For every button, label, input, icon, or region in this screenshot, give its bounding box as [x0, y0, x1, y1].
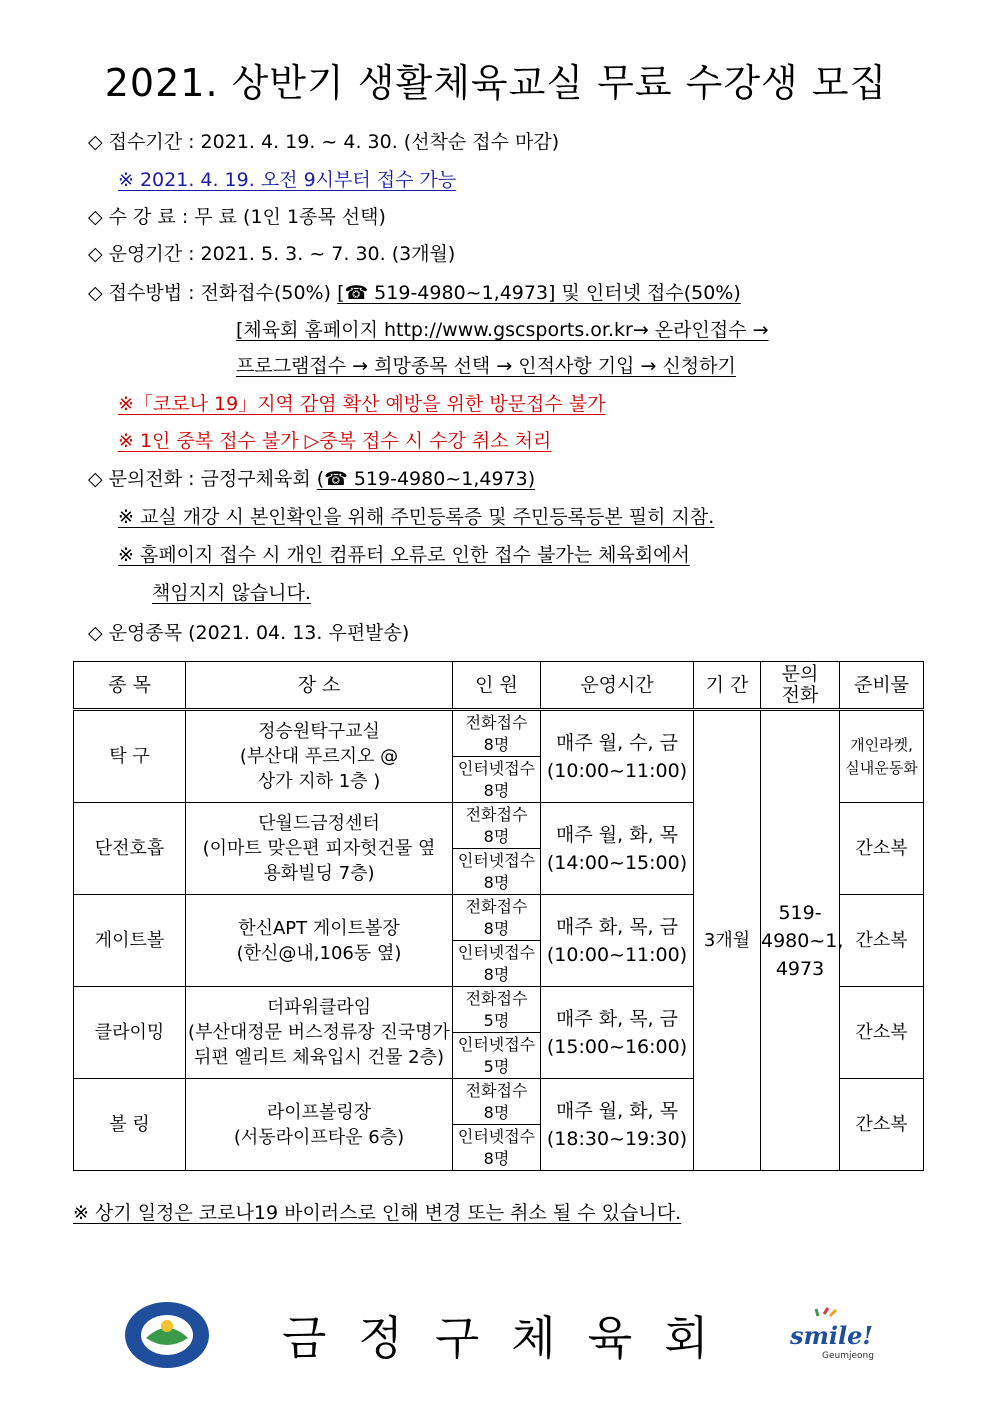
contact-phone: (☎ 519-4980~1,4973): [316, 468, 536, 490]
smile-sub: Geumjeong: [822, 1351, 874, 1361]
sport-cell: 탁 구: [74, 710, 186, 803]
header-people: 인 원: [453, 662, 541, 710]
prep-cell: 간소복: [840, 803, 924, 895]
covid-notice: ※「코로나 19」지역 감염 확산 예방을 위한 방문접수 불가: [118, 393, 606, 415]
method-label: ◇ 접수방법 : 전화접수(50%): [88, 282, 338, 304]
id-notice: ※ 교실 개강 시 본인확인을 위해 주민등록증 및 주민등록등본 필히 지참.: [118, 506, 715, 528]
schedule-table: [73, 661, 924, 1171]
internet-registration-cell: 인터넷접수 8명: [453, 941, 541, 987]
web-notice: ※ 홈페이지 접수 시 개인 컴퓨터 오류로 인한 접수 불가는 체육회에서: [118, 544, 690, 566]
internet-registration-cell: 인터넷접수 8명: [453, 1125, 541, 1171]
header-prep: 준비물: [840, 662, 924, 710]
header-phone: 문의 전화: [761, 662, 840, 710]
smile-text: smile!: [790, 1321, 873, 1350]
internet-registration-cell: 인터넷접수 5명: [453, 1033, 541, 1079]
smile-logo: [786, 1306, 874, 1366]
internet-registration-cell: 인터넷접수 8명: [453, 849, 541, 895]
page-title: 2021. 상반기 생활체육교실 무료 수강생 모집: [104, 61, 888, 105]
time-cell: 매주 월, 수, 금 (10:00~11:00): [541, 710, 694, 803]
table-header-row: [74, 662, 924, 710]
organization-name: 금정구체육회: [282, 1311, 741, 1365]
header-place: 장 소: [186, 662, 453, 710]
time-cell: 매주 화, 목, 금 (15:00~16:00): [541, 987, 694, 1079]
fee-line: ◇ 수 강 료 : 무 료 (1인 1종목 선택): [88, 206, 386, 228]
time-cell: 매주 월, 화, 목 (14:00~15:00): [541, 803, 694, 895]
place-cell: 정승원탁구교실 (부산대 푸르지오 @ 상가 지하 1층 ): [186, 710, 453, 803]
method-web-link[interactable]: [체육회 홈페이지 http://www.gscsports.or.kr→ 온라인접수 →: [236, 319, 769, 341]
place-cell: 라이프볼링장 (서동라이프타운 6층): [186, 1079, 453, 1171]
prep-cell: 간소복: [840, 895, 924, 987]
phone-registration-cell: 전화접수 8명: [453, 803, 541, 849]
sports-council-logo: [122, 1300, 212, 1370]
prep-cell: 개인라켓, 실내운동화: [840, 710, 924, 803]
method-line: [88, 279, 741, 307]
internet-registration-cell: 인터넷접수 8명: [453, 757, 541, 803]
phone-registration-cell: 전화접수 5명: [453, 987, 541, 1033]
phone-cell: 519- 4980~1, 4973: [761, 710, 840, 1171]
method-phone: [☎ 519-4980~1,4973] 및 인터넷 접수(50%): [337, 282, 741, 304]
contact-line: [88, 465, 535, 493]
phone-registration-cell: 전화접수 8명: [453, 710, 541, 757]
period-note: ※ 2021. 4. 19. 오전 9시부터 접수 가능: [118, 169, 457, 191]
header-term: 기 간: [694, 662, 761, 710]
footer-note: ※ 상기 일정은 코로나19 바이러스로 인해 변경 또는 취소 될 수 있습니다.: [73, 1202, 682, 1224]
events-line: ◇ 운영종목 (2021. 04. 13. 우편발송): [88, 622, 410, 644]
operation-period: ◇ 운영기간 : 2021. 5. 3. ~ 7. 30. (3개월): [88, 243, 456, 265]
sport-cell: 클라이밍: [74, 987, 186, 1079]
time-cell: 매주 월, 화, 목 (18:30~19:30): [541, 1079, 694, 1171]
duplicate-notice: ※ 1인 중복 접수 불가 ▷중복 접수 시 수강 취소 처리: [118, 430, 552, 452]
term-cell: 3개월: [694, 710, 761, 1171]
prep-cell: 간소복: [840, 987, 924, 1079]
application-period: ◇ 접수기간 : 2021. 4. 19. ~ 4. 30. (선착순 접수 마감): [88, 131, 560, 153]
phone-registration-cell: 전화접수 8명: [453, 1079, 541, 1125]
header-sport: 종 목: [74, 662, 186, 710]
table-row: [74, 710, 924, 757]
header-time: 운영시간: [541, 662, 694, 710]
sport-cell: 게이트볼: [74, 895, 186, 987]
method-web-steps: 프로그램접수 → 희망종목 선택 → 인적사항 기입 → 신청하기: [236, 355, 736, 377]
time-cell: 매주 화, 목, 금 (10:00~11:00): [541, 895, 694, 987]
prep-cell: 간소복: [840, 1079, 924, 1171]
place-cell: 단월드금정센터 (이마트 맞은편 피자헛건물 옆 용화빌딩 7층): [186, 803, 453, 895]
web-notice-cont: 책임지지 않습니다.: [152, 582, 311, 604]
sport-cell: 볼 링: [74, 1079, 186, 1171]
place-cell: 더파워클라임 (부산대정문 버스정류장 진국명가 뒤편 엘리트 체육입시 건물 2층): [186, 987, 453, 1079]
phone-registration-cell: 전화접수 8명: [453, 895, 541, 941]
place-cell: 한신APT 게이트볼장 (한신@내,106동 옆): [186, 895, 453, 987]
contact-label: ◇ 문의전화 : 금정구체육회: [88, 468, 317, 490]
sport-cell: 단전호흡: [74, 803, 186, 895]
